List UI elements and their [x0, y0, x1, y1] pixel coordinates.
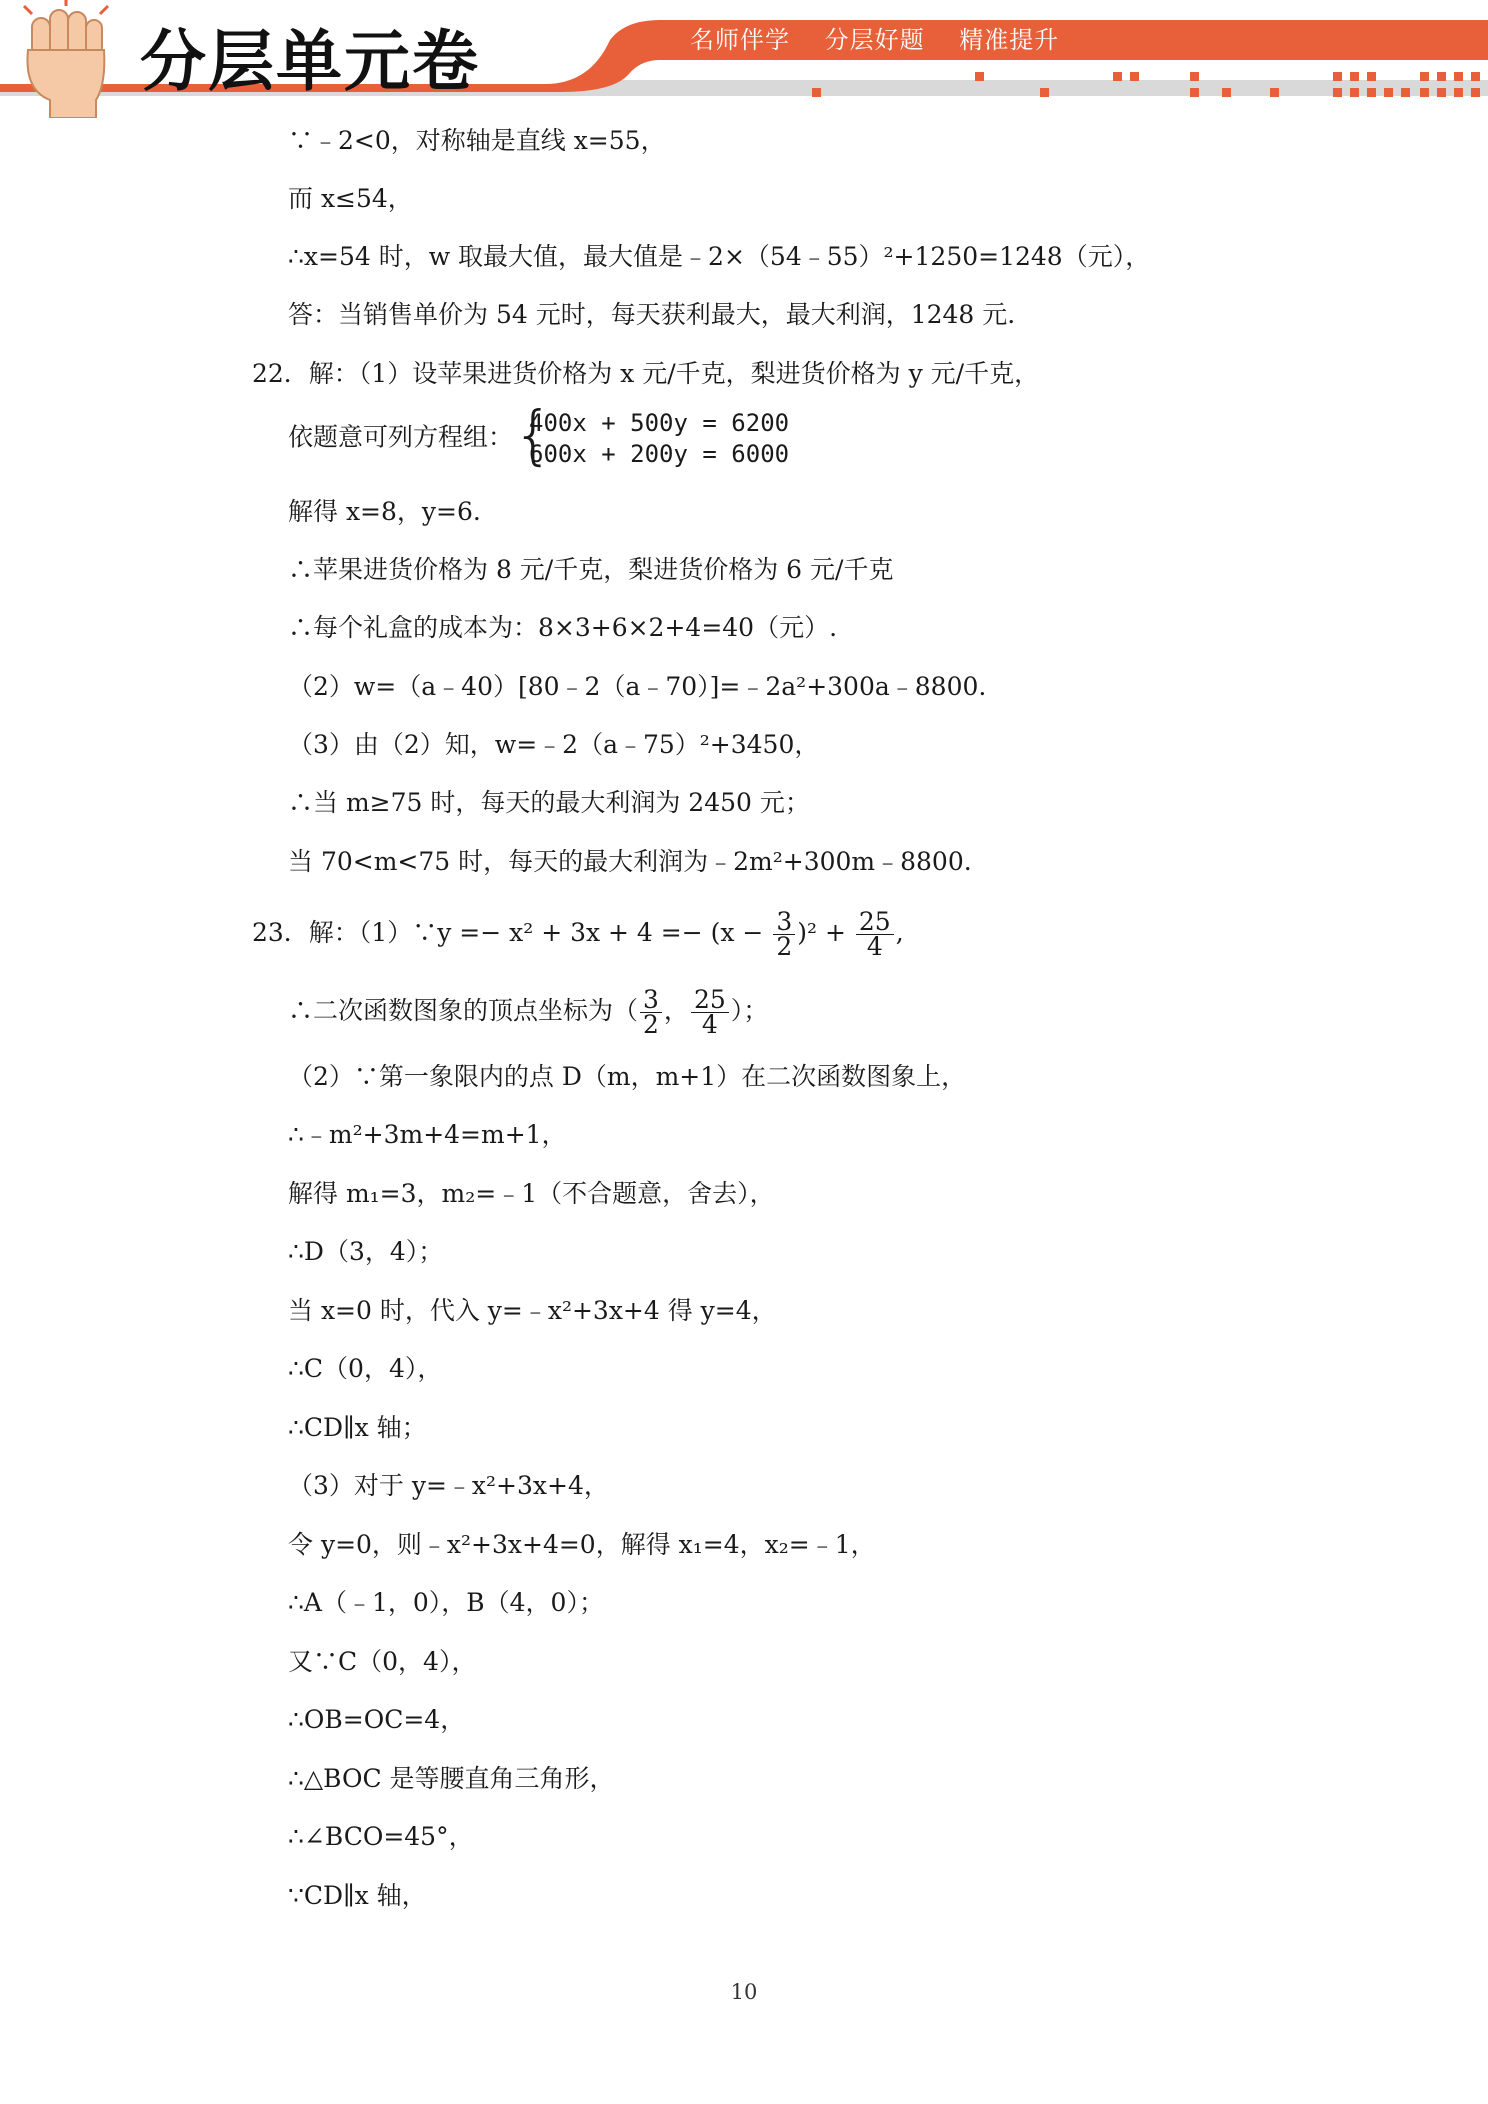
equation-1: 400x + 500y = 6200	[529, 409, 790, 437]
solution-line: ∴A（﹣1，0），B（4，0）；	[288, 1588, 604, 1617]
solution-line: （3）由（2）知，w=﹣2（a﹣75）²+3450，	[288, 730, 820, 759]
question-22-heading: 22．解：（1）设苹果进货价格为 x 元/千克，梨进货价格为 y 元/千克，	[252, 359, 1040, 388]
solution-line: 又∵C（0，4），	[288, 1647, 477, 1676]
fist-hand-icon	[10, 0, 122, 118]
fraction-numerator: 3	[640, 988, 662, 1013]
header-banner	[0, 0, 1488, 120]
equation-system-line	[288, 399, 790, 473]
formula-text: 23．解：（1）∵y =− x² + 3x + 4 =− (x −	[252, 918, 764, 947]
solution-line: （2）w=（a﹣40）[80﹣2（a﹣70）]=﹣2a²+300a﹣8800.	[288, 672, 987, 701]
solution-line: ∴∠BCO=45°，	[288, 1822, 474, 1851]
solution-line: 而 x≤54，	[288, 184, 413, 213]
solution-line: 令 y=0，则﹣x²+3x+4=0，解得 x₁=4，x₂=﹣1，	[288, 1530, 876, 1559]
formula-text: )² +	[797, 918, 846, 947]
solution-line: （3）对于 y=﹣x²+3x+4，	[288, 1471, 609, 1500]
solution-line: ∴CD∥x 轴；	[288, 1413, 427, 1442]
solution-line: 当 x=0 时，代入 y=﹣x²+3x+4 得 y=4，	[288, 1296, 777, 1325]
fraction-numerator: 3	[773, 910, 795, 935]
fraction-denominator: 2	[776, 932, 793, 961]
solution-line: ∴D（3，4）；	[288, 1237, 444, 1266]
solution-line: 解得 m₁=3，m₂=﹣1（不合题意，舍去），	[288, 1179, 775, 1208]
brace-icon: {	[513, 399, 554, 473]
formula-text: ,	[895, 918, 904, 947]
slogan-item: 分层好题	[824, 26, 925, 54]
solution-line: 答：当销售单价为 54 元时，每天获利最大，最大利润，1248 元.	[288, 300, 1016, 329]
equation-system-label: 依题意可列方程组：	[288, 422, 514, 452]
fraction-numerator: 25	[691, 988, 729, 1013]
page-number: 10	[730, 1980, 758, 2004]
fraction-denominator: 4	[701, 1010, 718, 1039]
equation-system	[513, 399, 790, 473]
fraction-denominator: 2	[643, 1010, 659, 1039]
solution-line: ∵﹣2<0，对称轴是直线 x=55，	[288, 126, 666, 155]
fraction	[773, 907, 795, 961]
solution-line: ∴苹果进货价格为 8 元/千克，梨进货价格为 6 元/千克	[288, 555, 894, 584]
equation-2: 600x + 200y = 6000	[529, 440, 790, 468]
fraction-numerator: 25	[856, 910, 894, 935]
slogan-item: 名师伴学	[690, 26, 790, 54]
fraction	[691, 985, 729, 1039]
solution-line: ∴OB=OC=4，	[288, 1705, 466, 1734]
solution-line: 解得 x=8，y=6.	[288, 497, 481, 526]
fraction-denominator: 4	[866, 932, 883, 961]
fraction	[856, 907, 894, 961]
slogan-item: 精准提升	[959, 26, 1060, 54]
solution-line: ∵CD∥x 轴，	[288, 1881, 427, 1910]
solution-line: ∴C（0，4），	[288, 1354, 443, 1383]
formula-text: ∴二次函数图象的顶点坐标为（	[288, 996, 639, 1025]
vertex-line	[288, 985, 769, 1039]
solution-line: ∴每个礼盒的成本为：8×3+6×2+4=40（元）.	[288, 613, 838, 642]
formula-text: ）；	[730, 996, 769, 1025]
formula-text: ，	[663, 996, 689, 1025]
solution-line: （2）∵第一象限内的点 D（m，m+1）在二次函数图象上，	[288, 1062, 967, 1091]
solution-line: ∴﹣m²+3m+4=m+1，	[288, 1120, 567, 1149]
solution-line: 当 70<m<75 时，每天的最大利润为﹣2m²+300m﹣8800.	[288, 847, 972, 876]
solution-line: ∴x=54 时，w 取最大值，最大值是﹣2×（54﹣55）²+1250=1248（元），	[288, 242, 1151, 271]
solution-line: ∴△BOC 是等腰直角三角形，	[288, 1764, 615, 1793]
question-23-heading	[252, 907, 904, 961]
solution-line: ∴当 m≥75 时，每天的最大利润为 2450 元；	[288, 788, 810, 817]
slogan	[690, 20, 1085, 55]
brand-title: 分层单元卷	[140, 23, 480, 100]
fraction	[640, 985, 662, 1039]
